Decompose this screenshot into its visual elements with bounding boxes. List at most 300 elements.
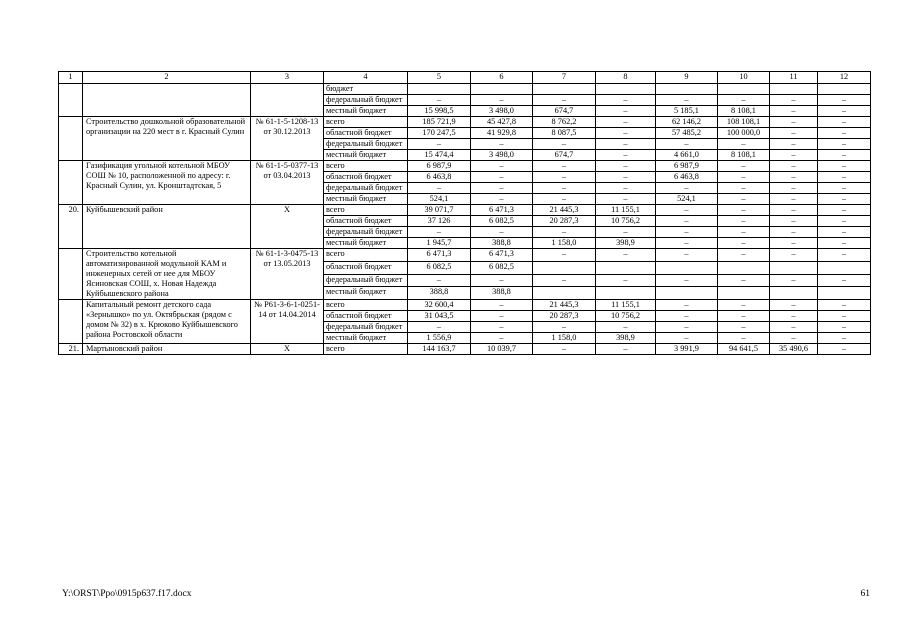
value-cell: [471, 322, 533, 333]
funding-source: местный бюджет: [324, 333, 408, 344]
value-cell: [718, 274, 770, 287]
value-cell: [596, 322, 656, 333]
row-number: [59, 161, 83, 205]
value-text: –: [623, 322, 628, 331]
value-text: –: [841, 274, 847, 284]
value-text: 6 082,5: [489, 216, 514, 225]
value-cell: [596, 344, 656, 355]
value-cell: [471, 150, 533, 161]
funding-source: областной бюджет: [324, 216, 408, 227]
value-text: 524,1: [429, 194, 449, 203]
value-cell: [770, 183, 818, 194]
value-text: –: [791, 161, 796, 170]
value-cell: [770, 194, 818, 205]
value-text: 31 043,5: [424, 311, 454, 320]
value-cell: [656, 172, 718, 183]
value-text: –: [623, 139, 628, 148]
value-text: –: [741, 238, 746, 247]
value-text: –: [436, 95, 442, 104]
value-cell: [408, 128, 471, 139]
value-text: 37 126: [427, 216, 451, 225]
value-text: –: [561, 344, 567, 353]
value-cell: [770, 84, 818, 95]
value-cell: [818, 333, 871, 344]
value-text: 6 471,3: [426, 249, 452, 258]
value-cell: [718, 139, 770, 150]
value-cell: [596, 216, 656, 227]
value-cell: [471, 238, 533, 249]
value-cell: [770, 139, 818, 150]
value-text: –: [684, 300, 689, 309]
value-text: –: [791, 117, 796, 126]
value-text: 62 146,2: [671, 117, 702, 126]
value-cell: [533, 238, 596, 249]
footer-file-path: Y:\ORST\Ppo\0915p637.f17.docx: [62, 589, 192, 599]
value-cell: [818, 261, 871, 274]
value-cell: [408, 311, 471, 322]
value-cell: [818, 183, 871, 194]
value-text: –: [841, 172, 847, 181]
value-cell: [770, 249, 818, 262]
value-text: 6 471,3: [489, 249, 514, 258]
value-text: –: [841, 106, 847, 115]
value-text: –: [741, 161, 746, 170]
value-cell: [770, 287, 818, 300]
header-cell: 4: [324, 72, 408, 84]
value-cell: [770, 117, 818, 128]
value-cell: [770, 106, 818, 117]
value-text: 11 155,1: [611, 205, 640, 214]
value-cell: [770, 95, 818, 106]
value-cell: [408, 150, 471, 161]
value-cell: [596, 150, 656, 161]
funding-source: местный бюджет: [324, 106, 408, 117]
funding-source: федеральный бюджет: [324, 183, 408, 194]
value-cell: [533, 139, 596, 150]
value-text: –: [561, 227, 567, 236]
value-cell: [818, 128, 871, 139]
value-cell: [471, 300, 533, 311]
value-cell: [533, 344, 596, 355]
value-cell: [408, 117, 471, 128]
value-cell: [471, 172, 533, 183]
header-cell: 6: [471, 72, 533, 84]
value-cell: [408, 287, 471, 300]
value-text: 6 471,3: [489, 205, 514, 214]
value-cell: [718, 172, 770, 183]
value-text: –: [623, 249, 628, 258]
value-text: 11 155,1: [611, 300, 640, 309]
value-cell: [408, 274, 471, 287]
value-text: –: [841, 344, 847, 353]
value-cell: [718, 227, 770, 238]
value-text: –: [791, 227, 796, 236]
value-cell: [718, 300, 770, 311]
value-text: 388,8: [429, 287, 449, 297]
value-cell: [471, 117, 533, 128]
header-cell: 12: [818, 72, 871, 84]
value-cell: [718, 344, 770, 355]
value-text: –: [436, 322, 442, 331]
value-cell: [471, 161, 533, 172]
value-text: –: [623, 161, 628, 170]
header-cell: 11: [770, 72, 818, 84]
value-text: –: [841, 139, 847, 148]
value-text: 32 600,4: [424, 300, 454, 309]
value-text: –: [791, 139, 796, 148]
value-text: 108 108,1: [726, 117, 761, 126]
value-text: –: [741, 216, 746, 225]
table-header-row: [59, 72, 871, 84]
value-cell: [408, 333, 471, 344]
document-reference: № 61-1-5-1208-13 от 30.12.2013: [251, 117, 324, 161]
object-name: Куйбышевский район: [83, 205, 251, 249]
value-text: 20 287,3: [549, 216, 579, 225]
value-text: 8 762,2: [551, 117, 577, 126]
row-number: [59, 117, 83, 161]
value-text: 6 463,8: [426, 172, 452, 181]
value-cell: [770, 344, 818, 355]
value-text: 6 987,9: [426, 161, 452, 170]
value-text: –: [684, 216, 689, 225]
value-text: –: [499, 322, 504, 331]
value-cell: [718, 216, 770, 227]
row-number: [59, 300, 83, 344]
value-cell: [533, 249, 596, 262]
value-cell: [656, 311, 718, 322]
value-cell: [533, 128, 596, 139]
value-cell: [718, 287, 770, 300]
value-cell: [656, 287, 718, 300]
value-cell: [818, 150, 871, 161]
value-text: 1 945,7: [426, 238, 452, 247]
object-name: Мартыновский район: [83, 344, 251, 355]
value-cell: [718, 117, 770, 128]
value-text: 6 463,8: [674, 172, 699, 181]
value-cell: [770, 300, 818, 311]
value-cell: [718, 261, 770, 274]
value-cell: [656, 274, 718, 287]
funding-source: федеральный бюджет: [324, 227, 408, 238]
value-text: –: [684, 322, 689, 331]
header-cell: 9: [656, 72, 718, 84]
value-cell: [408, 300, 471, 311]
value-cell: [656, 322, 718, 333]
value-text: –: [741, 300, 746, 309]
value-text: 6 082,5: [426, 261, 452, 271]
funding-source: федеральный бюджет: [324, 95, 408, 106]
value-cell: [533, 117, 596, 128]
value-cell: [770, 274, 818, 287]
funding-source: местный бюджет: [324, 150, 408, 161]
value-text: 94 641,5: [728, 344, 759, 353]
value-cell: [656, 333, 718, 344]
value-cell: [596, 117, 656, 128]
value-cell: [818, 344, 871, 355]
value-cell: [533, 311, 596, 322]
value-cell: [656, 106, 718, 117]
value-text: 3 991,9: [674, 344, 699, 353]
value-text: –: [841, 183, 847, 192]
value-cell: [656, 249, 718, 262]
value-text: –: [623, 183, 628, 192]
funding-source: областной бюджет: [324, 172, 408, 183]
value-cell: [533, 84, 596, 95]
value-cell: [408, 106, 471, 117]
value-text: –: [741, 249, 746, 258]
table-row: [59, 117, 871, 128]
funding-source: местный бюджет: [324, 287, 408, 300]
value-cell: [533, 172, 596, 183]
value-cell: [818, 274, 871, 287]
value-cell: [596, 249, 656, 262]
value-text: –: [841, 95, 847, 104]
value-cell: [408, 249, 471, 262]
value-text: 21 445,3: [549, 300, 579, 309]
value-text: 4 661,0: [674, 150, 699, 159]
value-cell: [818, 227, 871, 238]
value-text: –: [791, 274, 796, 284]
value-cell: [656, 95, 718, 106]
value-text: –: [436, 139, 442, 148]
value-text: –: [561, 161, 567, 170]
value-cell: [818, 172, 871, 183]
value-text: 20 287,3: [549, 311, 579, 320]
value-cell: [408, 216, 471, 227]
value-text: 39 071,7: [424, 205, 454, 214]
value-cell: [408, 95, 471, 106]
value-cell: [656, 117, 718, 128]
value-cell: [770, 333, 818, 344]
value-text: –: [791, 95, 796, 104]
value-cell: [596, 128, 656, 139]
value-text: –: [499, 139, 504, 148]
value-cell: [656, 128, 718, 139]
value-text: 674,7: [554, 106, 574, 115]
value-text: –: [684, 139, 689, 148]
value-text: –: [436, 274, 442, 284]
value-cell: [533, 261, 596, 274]
funding-source: всего: [324, 161, 408, 172]
value-text: 45 427,8: [486, 117, 517, 126]
value-cell: [596, 183, 656, 194]
table-row: [59, 344, 871, 355]
value-text: –: [791, 300, 796, 309]
value-text: 6 987,9: [674, 161, 699, 170]
value-text: –: [791, 249, 796, 258]
value-cell: [533, 95, 596, 106]
document-reference: № Р61-3-6-1-0251-14 от 14.04.2014: [251, 300, 324, 344]
value-text: –: [684, 274, 689, 284]
value-text: 674,7: [554, 150, 574, 159]
value-text: 3 498,0: [489, 106, 514, 115]
value-text: –: [841, 227, 847, 236]
value-cell: [596, 139, 656, 150]
value-text: –: [741, 95, 746, 104]
value-text: 388,8: [492, 287, 511, 297]
value-cell: [770, 150, 818, 161]
value-cell: [533, 194, 596, 205]
value-text: –: [436, 183, 442, 192]
value-cell: [718, 106, 770, 117]
value-cell: [408, 139, 471, 150]
value-text: –: [684, 227, 689, 236]
value-text: –: [741, 311, 746, 320]
value-text: –: [499, 300, 504, 309]
value-cell: [408, 84, 471, 95]
footer-page-number: 61: [860, 589, 870, 599]
value-text: –: [623, 106, 628, 115]
value-text: 170 247,5: [422, 128, 456, 137]
funding-source: всего: [324, 117, 408, 128]
value-cell: [533, 106, 596, 117]
value-cell: [471, 205, 533, 216]
value-cell: [533, 287, 596, 300]
value-cell: [408, 344, 471, 355]
value-cell: [770, 216, 818, 227]
value-cell: [718, 161, 770, 172]
value-cell: [596, 287, 656, 300]
object-name: [83, 84, 251, 117]
value-cell: [818, 194, 871, 205]
value-cell: [471, 84, 533, 95]
value-text: –: [841, 322, 847, 331]
value-text: –: [841, 238, 847, 247]
value-text: –: [623, 128, 628, 137]
value-cell: [718, 333, 770, 344]
value-text: –: [499, 95, 504, 104]
value-cell: [656, 205, 718, 216]
value-cell: [718, 205, 770, 216]
value-text: –: [741, 194, 746, 203]
value-text: –: [684, 95, 689, 104]
funding-source: бюджет: [324, 84, 408, 95]
value-cell: [533, 322, 596, 333]
value-text: 8 108,1: [731, 106, 756, 115]
value-text: –: [499, 333, 504, 342]
value-cell: [471, 194, 533, 205]
value-cell: [471, 106, 533, 117]
value-text: –: [841, 128, 847, 137]
value-text: –: [841, 205, 847, 214]
value-text: –: [791, 194, 796, 203]
value-text: 8 087,5: [551, 128, 577, 137]
value-cell: [718, 84, 770, 95]
value-text: –: [841, 161, 847, 170]
value-cell: [656, 238, 718, 249]
row-number: [59, 249, 83, 300]
value-text: –: [684, 249, 689, 258]
table-row: [59, 161, 871, 172]
value-text: 10 039,7: [486, 344, 517, 353]
value-text: –: [841, 117, 847, 126]
value-text: –: [791, 205, 796, 214]
header-cell: 2: [83, 72, 251, 84]
value-text: –: [684, 333, 689, 342]
value-text: –: [841, 216, 847, 225]
value-text: –: [684, 311, 689, 320]
value-text: –: [623, 227, 628, 236]
value-cell: [770, 311, 818, 322]
value-cell: [818, 106, 871, 117]
value-text: –: [499, 311, 504, 320]
funding-source: областной бюджет: [324, 128, 408, 139]
value-cell: [818, 95, 871, 106]
value-text: –: [791, 322, 796, 331]
value-cell: [471, 344, 533, 355]
value-text: 144 163,7: [422, 344, 456, 353]
funding-source: федеральный бюджет: [324, 322, 408, 333]
value-text: –: [841, 311, 847, 320]
value-cell: [533, 216, 596, 227]
value-cell: [408, 161, 471, 172]
value-cell: [408, 205, 471, 216]
value-cell: [818, 117, 871, 128]
value-cell: [770, 322, 818, 333]
value-cell: [718, 183, 770, 194]
funding-source: всего: [324, 300, 408, 311]
value-cell: [408, 261, 471, 274]
value-cell: [718, 128, 770, 139]
value-cell: [718, 95, 770, 106]
row-number: 21.: [59, 344, 83, 355]
value-text: 1 158,0: [551, 238, 577, 247]
value-text: 21 445,3: [549, 205, 579, 214]
value-text: 8 108,1: [731, 150, 756, 159]
value-cell: [471, 311, 533, 322]
value-cell: [718, 249, 770, 262]
table-row: [59, 300, 871, 311]
value-text: –: [499, 227, 504, 236]
value-cell: [770, 128, 818, 139]
header-cell: 8: [596, 72, 656, 84]
value-cell: [471, 128, 533, 139]
value-cell: [656, 194, 718, 205]
value-text: –: [741, 172, 746, 181]
value-text: –: [684, 205, 689, 214]
value-text: –: [741, 322, 746, 331]
value-text: 1 158,0: [551, 333, 577, 342]
value-cell: [818, 322, 871, 333]
object-name: Капитальный ремонт детского сада «Зернышко» по ул. Октябрьская (рядом с домом № 32) в х. Крюково Куйбышевского района Ростовской области: [83, 300, 251, 344]
value-cell: [408, 172, 471, 183]
document-reference: Х: [251, 205, 324, 249]
value-text: –: [499, 183, 504, 192]
value-text: –: [791, 311, 796, 320]
table-row: [59, 84, 871, 95]
value-cell: [471, 183, 533, 194]
funding-source: местный бюджет: [324, 194, 408, 205]
value-text: –: [436, 227, 442, 236]
value-text: –: [499, 194, 504, 203]
value-cell: [596, 194, 656, 205]
value-text: –: [741, 139, 746, 148]
value-text: –: [791, 216, 796, 225]
value-cell: [770, 205, 818, 216]
value-cell: [596, 172, 656, 183]
value-cell: [656, 216, 718, 227]
value-cell: [818, 216, 871, 227]
row-number: [59, 84, 83, 117]
value-cell: [770, 172, 818, 183]
header-cell: 10: [718, 72, 770, 84]
value-cell: [408, 194, 471, 205]
value-cell: [656, 300, 718, 311]
value-text: –: [623, 194, 628, 203]
value-cell: [596, 274, 656, 287]
value-text: –: [499, 274, 504, 284]
value-text: –: [561, 274, 567, 284]
